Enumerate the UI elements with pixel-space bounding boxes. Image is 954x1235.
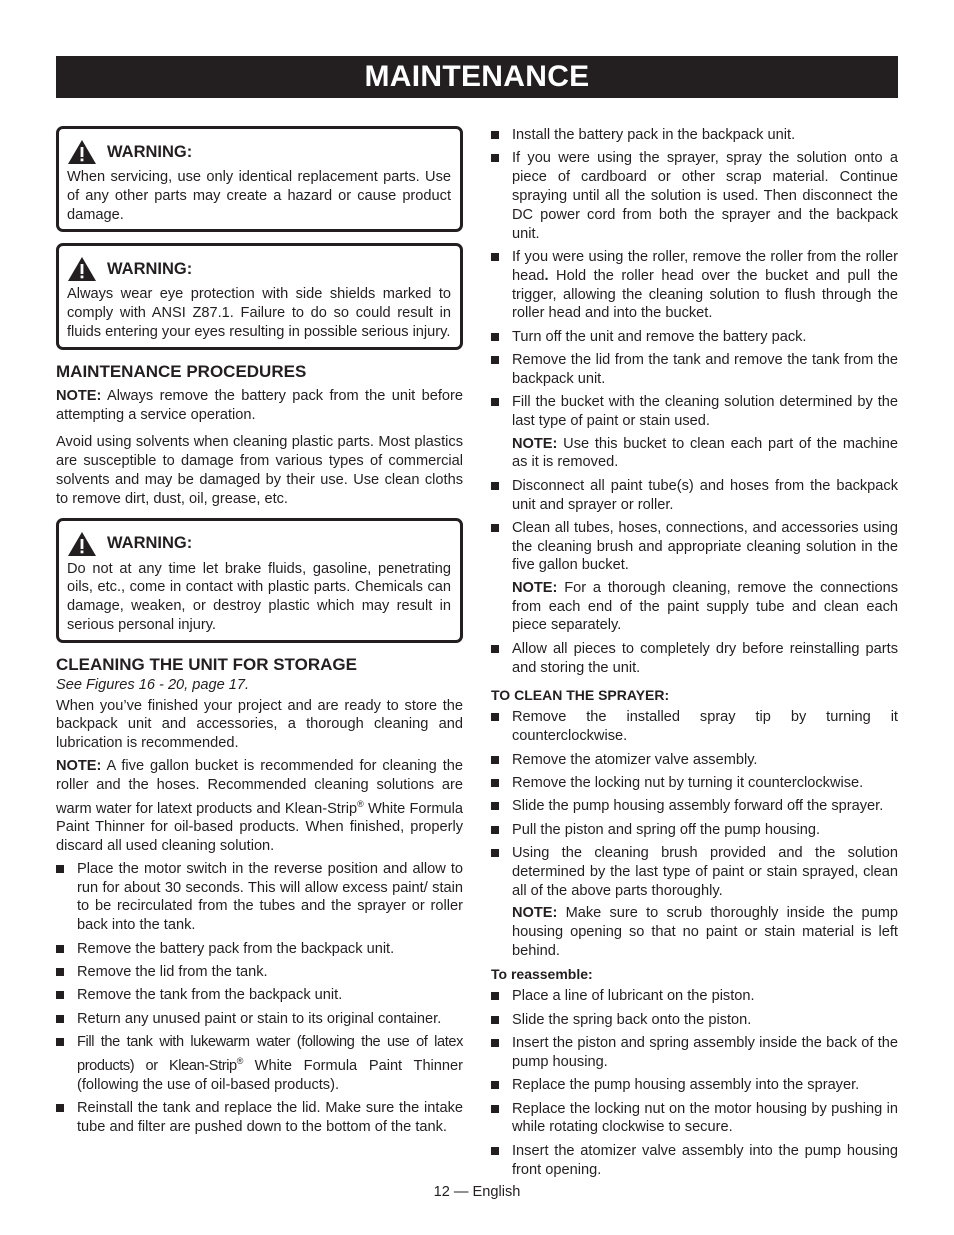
- list-item: If you were using the sprayer, spray the solution onto a piece of cardboard or other scrap material. Continue spraying until all the solution is used. Then disconnect the DC power cord from both the sprayer and the backpack unit.: [491, 149, 898, 243]
- cleaning-steps-list: [491, 126, 898, 431]
- storage-steps-list: [56, 860, 463, 1137]
- section-heading-reassemble: To reassemble:: [491, 966, 593, 983]
- warning-box-2: [56, 243, 463, 349]
- item-text: Hold the roller head over the bucket and pull the trigger, allowing the cleaning solution to flush through the roller head and into the bucket.: [512, 267, 898, 322]
- list-item: Return any unused paint or stain to its original container.: [56, 1010, 463, 1029]
- list-item: Remove the locking nut by turning it counterclockwise.: [491, 774, 898, 793]
- list-item: Remove the atomizer valve assembly.: [491, 751, 898, 770]
- list-item: Place the motor switch in the reverse position and allow to run for about 30 seconds. This will allow excess paint/ stain to be recirculated from the tubes and the sprayer or roller back into the tank.: [56, 860, 463, 935]
- section-heading-maintenance-procedures: MAINTENANCE PROCEDURES: [56, 361, 307, 381]
- note-paragraph: [491, 579, 898, 635]
- note-text: Make sure to scrub thoroughly inside the pump housing opening so that no paint or stain material is left behind.: [512, 905, 898, 959]
- note-text: Always remove the battery pack from the unit before attempting a service operation.: [56, 387, 463, 423]
- warning-triangle-icon: [67, 256, 97, 282]
- section-heading-clean-sprayer: TO CLEAN THE SPRAYER:: [491, 687, 670, 704]
- warning-header: [67, 530, 451, 558]
- list-item: Place a line of lubricant on the piston.: [491, 987, 898, 1006]
- section-heading-cleaning-storage: CLEANING THE UNIT FOR STORAGE: [56, 654, 357, 674]
- note-paragraph: [56, 757, 463, 856]
- list-item: Slide the pump housing assembly forward off the sprayer.: [491, 797, 898, 816]
- list-item: Reinstall the tank and replace the lid. Make sure the intake tube and filter are pushed down to the bottom of the tank.: [56, 1099, 463, 1137]
- registered-mark: ®: [357, 798, 364, 809]
- list-item: Fill the bucket with the cleaning solution determined by the last type of paint or stain used.: [491, 393, 898, 431]
- warning-label: WARNING:: [107, 259, 193, 278]
- note-label: NOTE:: [512, 905, 558, 922]
- list-item: Insert the atomizer valve assembly into the pump housing front opening.: [491, 1142, 898, 1180]
- warning-label: WARNING:: [107, 534, 193, 553]
- note-label: NOTE:: [56, 387, 102, 404]
- sprayer-steps-list: [491, 708, 898, 900]
- warning-text: Do not at any time let brake fluids, gasoline, penetrating oils, etc., come in contact with plastic parts. Chemicals can damage, weaken, or destroy plastic which may result in serious personal injury.: [67, 560, 451, 633]
- note-paragraph: [56, 387, 463, 425]
- list-item: Remove the battery pack from the backpack unit.: [56, 940, 463, 959]
- note-text: A five gallon bucket is recommended for cleaning the roller and the hoses. Recommended cleaning solutions are warm water for latext products and Klean-Strip: [56, 757, 463, 817]
- list-item: Remove the lid from the tank.: [56, 963, 463, 982]
- right-column: [491, 126, 898, 1184]
- warning-box-3: [56, 518, 463, 643]
- warning-header: [67, 255, 451, 283]
- registered-mark: ®: [236, 1055, 243, 1066]
- list-item: Install the battery pack in the backpack unit.: [491, 126, 898, 145]
- list-item: Remove the tank from the backpack unit.: [56, 986, 463, 1005]
- note-paragraph: [491, 904, 898, 960]
- note-label: NOTE:: [512, 579, 558, 596]
- list-item: Turn off the unit and remove the battery pack.: [491, 328, 898, 347]
- page-title: MAINTENANCE: [56, 56, 898, 98]
- cleaning-steps-list-3: [491, 640, 898, 678]
- warning-triangle-icon: [67, 139, 97, 165]
- reassemble-steps-list: [491, 987, 898, 1179]
- list-item: Using the cleaning brush provided and the solution determined by the last type of paint or stain sprayed, clean all of the above parts thoroughly.: [491, 844, 898, 900]
- item-text: White Formula Paint Thinner (following the use of oil-based products).: [77, 1057, 464, 1093]
- warning-box-1: [56, 126, 463, 232]
- note-paragraph: [491, 435, 898, 473]
- note-text: White Formula Paint Thinner for oil-based products. When finished, properly discard all used cleaning solution.: [56, 800, 463, 854]
- list-item: [491, 248, 898, 323]
- warning-text: Always wear eye protection with side shields marked to comply with ANSI Z87.1. Failure to do so could result in fluids entering your eyes resulting in possible serious injury.: [67, 286, 451, 340]
- item-text: If you were using the roller, remove the roller from the roller head: [512, 248, 898, 284]
- warning-triangle-icon: [67, 531, 97, 557]
- page-footer: 12 — English: [433, 1184, 521, 1200]
- warning-text: When servicing, use only identical replacement parts. Use of any other parts may create a hazard or cause product damage.: [67, 169, 451, 223]
- list-item: Insert the piston and spring assembly inside the back of the pump housing.: [491, 1034, 898, 1072]
- list-item: Allow all pieces to completely dry before reinstalling parts and storing the unit.: [491, 640, 898, 678]
- storage-paragraph: When you’ve finished your project and are ready to store the backpack unit and accessories, a thorough cleaning and lubrication is recommended.: [56, 697, 463, 752]
- list-item: Replace the pump housing assembly into the sprayer.: [491, 1076, 898, 1095]
- item-text-bold: .: [544, 267, 549, 284]
- left-column: [56, 126, 463, 1141]
- warning-label: WARNING:: [107, 142, 193, 161]
- note-label: NOTE:: [512, 435, 558, 452]
- list-item: [56, 1033, 463, 1094]
- figure-reference: See Figures 16 - 20, page 17.: [56, 676, 250, 693]
- list-item: Slide the spring back onto the piston.: [491, 1011, 898, 1030]
- cleaning-steps-list-2: [491, 477, 898, 576]
- note-text: Use this bucket to clean each part of the machine as it is removed.: [512, 435, 898, 471]
- warning-header: [67, 138, 451, 166]
- solvent-paragraph: Avoid using solvents when cleaning plastic parts. Most plastics are susceptible to damage from various types of commercial solvents and may be damaged by their use. Use clean cloths to remove dirt, dust, oil, grease, etc.: [56, 434, 463, 507]
- item-text: Fill the tank with lukewarm water (following the use of latex products) or Klean-Strip: [77, 1034, 463, 1074]
- list-item: Disconnect all paint tube(s) and hoses from the backpack unit and sprayer or roller.: [491, 477, 898, 515]
- list-item: Remove the lid from the tank and remove the tank from the backpack unit.: [491, 351, 898, 389]
- note-text: For a thorough cleaning, remove the connections from each end of the paint supply tube and clean each piece separately.: [512, 579, 898, 634]
- list-item: Clean all tubes, hoses, connections, and accessories using the cleaning brush and appropriate cleaning solution in the five gallon bucket.: [491, 519, 898, 575]
- list-item: Pull the piston and spring off the pump housing.: [491, 821, 898, 840]
- list-item: Replace the locking nut on the motor housing by pushing in while rotating clockwise to secure.: [491, 1100, 898, 1138]
- note-label: NOTE:: [56, 757, 102, 774]
- list-item: Remove the installed spray tip by turning it counterclockwise.: [491, 708, 898, 746]
